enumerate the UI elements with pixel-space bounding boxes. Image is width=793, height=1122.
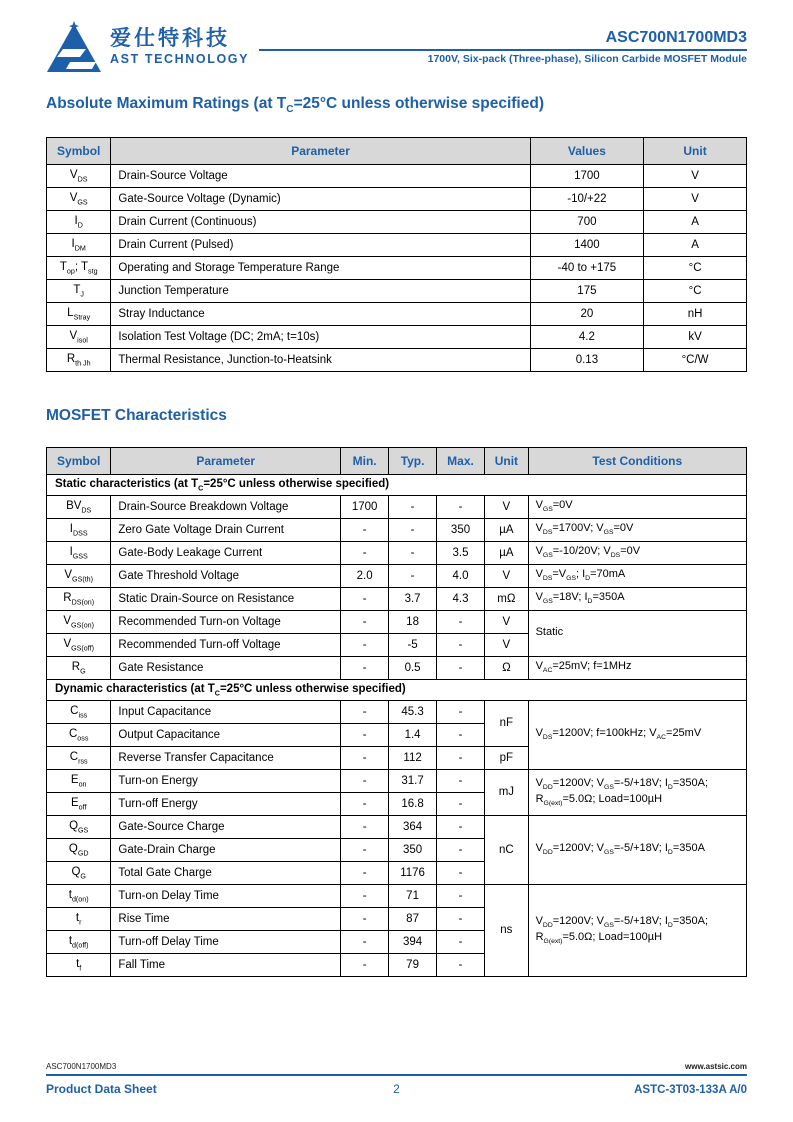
cell-typ: 87 (389, 908, 437, 931)
table-row (47, 325, 747, 348)
cell-conditions: $V_{DD}=1200V$; $V_{GS}=-5/+18V$; $I_D=350A$; $R_{G(ext)}=5.0\Omega$; Load=100µH (528, 885, 746, 977)
cell-symbol: $V_{GS(off)}$ (47, 633, 111, 656)
cell-min: 1700 (340, 495, 388, 518)
cell-unit: V (485, 610, 528, 633)
column-header-parameter: Parameter (111, 137, 530, 164)
cell-unit: mJ (485, 770, 528, 816)
cell-unit: A (644, 210, 747, 233)
table-row (47, 210, 747, 233)
cell-symbol: $t_f$ (47, 954, 111, 977)
cell-symbol: $I_{DSS}$ (47, 518, 111, 541)
cell-values: -40 to +175 (530, 256, 643, 279)
column-header-values: Values (530, 137, 643, 164)
cell-symbol: $T_J$ (47, 279, 111, 302)
column-header-min: Min. (340, 447, 388, 474)
cell-min: - (340, 931, 388, 954)
cell-parameter: Isolation Test Voltage (DC; 2mA; t=10s) (111, 325, 530, 348)
title-block (259, 28, 747, 67)
part-number: ASC700N1700MD3 (605, 28, 747, 46)
cell-max: - (436, 885, 484, 908)
page-footer (46, 1062, 747, 1096)
cell-conditions: Static (528, 610, 746, 656)
column-header-conditions: Test Conditions (528, 447, 746, 474)
cell-unit: mΩ (485, 587, 528, 610)
cell-unit: °C (644, 279, 747, 302)
footer-main-row (46, 1082, 747, 1096)
cell-max: - (436, 747, 484, 770)
column-header-parameter: Parameter (111, 447, 341, 474)
cell-parameter: Stray Inductance (111, 302, 530, 325)
cell-parameter: Turn-on Energy (111, 770, 341, 793)
cell-symbol: $R_{DS(on)}$ (47, 587, 111, 610)
cell-typ: - (389, 495, 437, 518)
cell-symbol: $I_D$ (47, 210, 111, 233)
cell-typ: 350 (389, 839, 437, 862)
column-header-unit: Unit (485, 447, 528, 474)
cell-symbol: $Q_{GD}$ (47, 839, 111, 862)
cell-parameter: Gate Threshold Voltage (111, 564, 341, 587)
table-section-row (47, 679, 747, 700)
cell-symbol: $V_{isol}$ (47, 325, 111, 348)
cell-parameter: Gate-Drain Charge (111, 839, 341, 862)
cell-max: - (436, 931, 484, 954)
cell-unit: kV (644, 325, 747, 348)
section-title-mosfet-characteristics: MOSFET Characteristics (46, 406, 227, 424)
page-header (46, 16, 747, 78)
cell-min: - (340, 518, 388, 541)
cell-symbol: $I_{DM}$ (47, 233, 111, 256)
cell-parameter: Output Capacitance (111, 724, 341, 747)
cell-max: 4.3 (436, 587, 484, 610)
cell-max: 350 (436, 518, 484, 541)
cell-parameter: Gate-Source Charge (111, 816, 341, 839)
footer-doc-type: Product Data Sheet (46, 1082, 157, 1096)
cell-min: - (340, 541, 388, 564)
column-header-symbol: Symbol (47, 447, 111, 474)
cell-unit: °C (644, 256, 747, 279)
cell-typ: - (389, 518, 437, 541)
cell-symbol: $C_{oss}$ (47, 724, 111, 747)
cell-parameter: Total Gate Charge (111, 862, 341, 885)
cell-values: -10/+22 (530, 187, 643, 210)
cell-max: - (436, 495, 484, 518)
cell-symbol: $t_{d(off)}$ (47, 931, 111, 954)
table-row (47, 610, 747, 633)
cell-parameter: Fall Time (111, 954, 341, 977)
cell-min: - (340, 724, 388, 747)
cell-values: 0.13 (530, 348, 643, 371)
cell-unit: pF (485, 747, 528, 770)
table-row (47, 256, 747, 279)
cell-min: - (340, 747, 388, 770)
cell-typ: 3.7 (389, 587, 437, 610)
table-section-row (47, 474, 747, 495)
table-row (47, 518, 747, 541)
table-row (47, 187, 747, 210)
cell-max: - (436, 839, 484, 862)
product-subtitle: 1700V, Six-pack (Three-phase), Silicon Carbide MOSFET Module (427, 52, 747, 65)
cell-typ: 394 (389, 931, 437, 954)
absolute-maximum-ratings-table (46, 137, 747, 372)
cell-min: - (340, 793, 388, 816)
cell-conditions: $V_{DS}=1700V$; $V_{GS}=0V$ (528, 518, 746, 541)
cell-typ: 71 (389, 885, 437, 908)
cell-symbol: $C_{iss}$ (47, 701, 111, 724)
cell-typ: -5 (389, 633, 437, 656)
cell-unit: ns (485, 885, 528, 977)
cell-max: - (436, 770, 484, 793)
cell-typ: 18 (389, 610, 437, 633)
cell-max: - (436, 816, 484, 839)
cell-unit: V (485, 633, 528, 656)
cell-typ: 79 (389, 954, 437, 977)
ast-logo (46, 21, 249, 73)
cell-parameter: Recommended Turn-off Voltage (111, 633, 341, 656)
cell-parameter: Operating and Storage Temperature Range (111, 256, 530, 279)
cell-parameter: Thermal Resistance, Junction-to-Heatsink (111, 348, 530, 371)
cell-symbol: $V_{DS}$ (47, 164, 111, 187)
cell-parameter: Turn-off Energy (111, 793, 341, 816)
cell-parameter: Static Drain-Source on Resistance (111, 587, 341, 610)
cell-conditions: $V_{DD}=1200V$; $V_{GS}=-5/+18V$; $I_D=350A$ (528, 816, 746, 885)
table-row (47, 770, 747, 793)
cell-unit: V (485, 564, 528, 587)
cell-max: - (436, 954, 484, 977)
header-divider (259, 49, 747, 51)
cell-conditions: $V_{DS}=V_{GS}$; $I_D=70mA$ (528, 564, 746, 587)
cell-typ: 1.4 (389, 724, 437, 747)
table-row (47, 587, 747, 610)
cell-typ: - (389, 564, 437, 587)
cell-min: - (340, 701, 388, 724)
cell-conditions: $V_{GS}=-10/20V$; $V_{DS}=0V$ (528, 541, 746, 564)
table-row (47, 302, 747, 325)
cell-min: - (340, 587, 388, 610)
cell-typ: 0.5 (389, 656, 437, 679)
footer-page-number: 2 (393, 1082, 400, 1096)
logo-chinese-name: 爱仕特科技 (110, 27, 230, 51)
table-row (47, 541, 747, 564)
footer-doc-code: ASTC-3T03-133A A/0 (634, 1084, 747, 1096)
footer-website: www.astsic.com (685, 1062, 747, 1071)
cell-max: - (436, 724, 484, 747)
cell-symbol: $V_{GS(th)}$ (47, 564, 111, 587)
column-header-max: Max. (436, 447, 484, 474)
cell-unit: V (485, 495, 528, 518)
table-row (47, 564, 747, 587)
cell-values: 1400 (530, 233, 643, 256)
cell-parameter: Gate-Source Voltage (Dynamic) (111, 187, 530, 210)
cell-unit: A (644, 233, 747, 256)
cell-symbol: $R_G$ (47, 656, 111, 679)
cell-typ: 1176 (389, 862, 437, 885)
table-row (47, 495, 747, 518)
cell-min: - (340, 770, 388, 793)
cell-parameter: Drain-Source Breakdown Voltage (111, 495, 341, 518)
cell-symbol: $C_{rss}$ (47, 747, 111, 770)
column-header-symbol: Symbol (47, 137, 111, 164)
cell-values: 1700 (530, 164, 643, 187)
cell-conditions: $V_{DD}=1200V$; $V_{GS}=-5/+18V$; $I_D=350A$; $R_{G(ext)}=5.0\Omega$; Load=100µH (528, 770, 746, 816)
cell-unit: µA (485, 518, 528, 541)
cell-typ: 45.3 (389, 701, 437, 724)
table-row (47, 656, 747, 679)
cell-conditions: $V_{GS}=0V$ (528, 495, 746, 518)
cell-values: 20 (530, 302, 643, 325)
cell-min: - (340, 633, 388, 656)
table-row (47, 701, 747, 724)
footer-meta-row (46, 1062, 747, 1071)
cell-min: - (340, 816, 388, 839)
cell-max: - (436, 793, 484, 816)
table-row (47, 164, 747, 187)
mosfet-characteristics-table (46, 447, 747, 977)
cell-typ: 112 (389, 747, 437, 770)
cell-conditions: $V_{AC}=25mV$; f=1MHz (528, 656, 746, 679)
cell-parameter: Turn-off Delay Time (111, 931, 341, 954)
cell-unit: V (644, 187, 747, 210)
column-header-unit: Unit (644, 137, 747, 164)
cell-max: 3.5 (436, 541, 484, 564)
cell-symbol: $V_{GS(on)}$ (47, 610, 111, 633)
cell-symbol: $t_{d(on)}$ (47, 885, 111, 908)
cell-parameter: Drain Current (Pulsed) (111, 233, 530, 256)
cell-values: 175 (530, 279, 643, 302)
cell-max: 4.0 (436, 564, 484, 587)
footer-part-number: ASC700N1700MD3 (46, 1062, 117, 1071)
cell-typ: 364 (389, 816, 437, 839)
cell-parameter: Junction Temperature (111, 279, 530, 302)
cell-symbol: $T_{op}$; $T_{stg}$ (47, 256, 111, 279)
cell-symbol: $E_{on}$ (47, 770, 111, 793)
cell-min: - (340, 862, 388, 885)
cell-parameter: Drain Current (Continuous) (111, 210, 530, 233)
section-row-label: Dynamic characteristics (at $T_C=25^\circ C$ unless otherwise specified) (47, 679, 747, 700)
ast-logo-triangle-icon (46, 21, 102, 73)
cell-max: - (436, 701, 484, 724)
cell-values: 700 (530, 210, 643, 233)
cell-parameter: Gate Resistance (111, 656, 341, 679)
table-row (47, 816, 747, 839)
cell-unit: °C/W (644, 348, 747, 371)
cell-parameter: Zero Gate Voltage Drain Current (111, 518, 341, 541)
cell-typ: 31.7 (389, 770, 437, 793)
cell-min: 2.0 (340, 564, 388, 587)
cell-symbol: $t_r$ (47, 908, 111, 931)
section-title-absolute-maximum-ratings: Absolute Maximum Ratings (at $T_C=25^\circ C$ unless otherwise specified) (46, 95, 544, 116)
cell-symbol: $R_{th Jh}$ (47, 348, 111, 371)
column-header-typ: Typ. (389, 447, 437, 474)
cell-values: 4.2 (530, 325, 643, 348)
logo-text (110, 27, 249, 66)
cell-typ: - (389, 541, 437, 564)
cell-symbol: $V_{GS}$ (47, 187, 111, 210)
cell-max: - (436, 656, 484, 679)
footer-divider (46, 1074, 747, 1076)
cell-unit: Ω (485, 656, 528, 679)
cell-conditions: $V_{DS}=1200V$; f=100kHz; $V_{AC}=25mV$ (528, 701, 746, 770)
section-row-label: Static characteristics (at $T_C=25^\circ C$ unless otherwise specified) (47, 474, 747, 495)
cell-conditions: $V_{GS}=18V$; $I_D=350A$ (528, 587, 746, 610)
cell-parameter: Turn-on Delay Time (111, 885, 341, 908)
cell-unit: V (644, 164, 747, 187)
cell-max: - (436, 908, 484, 931)
cell-unit: nC (485, 816, 528, 885)
table-row (47, 348, 747, 371)
cell-symbol: $L_{Stray}$ (47, 302, 111, 325)
cell-symbol: $I_{GSS}$ (47, 541, 111, 564)
table-row (47, 233, 747, 256)
cell-max: - (436, 862, 484, 885)
cell-parameter: Reverse Transfer Capacitance (111, 747, 341, 770)
cell-symbol: $Q_G$ (47, 862, 111, 885)
cell-parameter: Recommended Turn-on Voltage (111, 610, 341, 633)
cell-min: - (340, 610, 388, 633)
cell-unit: nH (644, 302, 747, 325)
cell-parameter: Input Capacitance (111, 701, 341, 724)
cell-symbol: $E_{off}$ (47, 793, 111, 816)
cell-typ: 16.8 (389, 793, 437, 816)
cell-unit: µA (485, 541, 528, 564)
cell-min: - (340, 908, 388, 931)
cell-max: - (436, 610, 484, 633)
cell-symbol: $Q_{GS}$ (47, 816, 111, 839)
table-row (47, 885, 747, 908)
cell-min: - (340, 954, 388, 977)
cell-min: - (340, 885, 388, 908)
cell-unit: nF (485, 701, 528, 747)
cell-min: - (340, 656, 388, 679)
cell-parameter: Gate-Body Leakage Current (111, 541, 341, 564)
cell-symbol: $BV_{DS}$ (47, 495, 111, 518)
table-row (47, 279, 747, 302)
cell-max: - (436, 633, 484, 656)
cell-parameter: Rise Time (111, 908, 341, 931)
logo-english-name: AST TECHNOLOGY (110, 51, 250, 66)
cell-min: - (340, 839, 388, 862)
cell-parameter: Drain-Source Voltage (111, 164, 530, 187)
